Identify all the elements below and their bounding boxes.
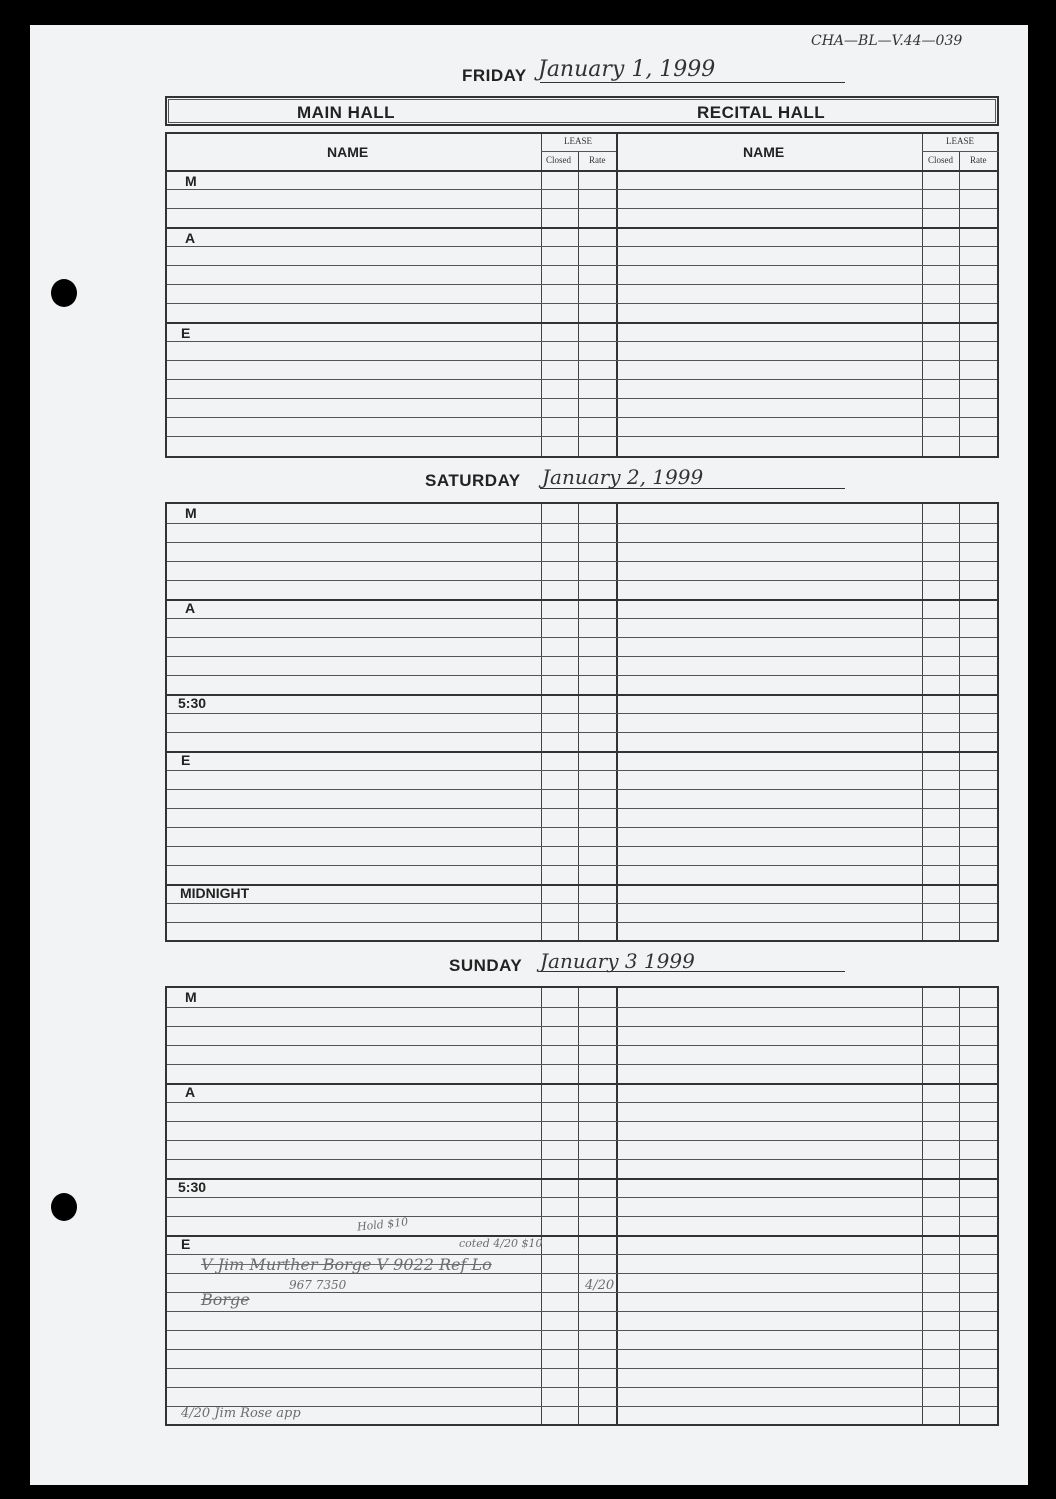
sunday-evening-entry-name: Borge (201, 1290, 250, 1309)
main-hall-name-column: NAME (327, 144, 369, 160)
saturday-afternoon-label: A (185, 600, 196, 616)
sunday-grid (165, 986, 999, 1426)
sunday-hold-note: Hold $10 (356, 1215, 409, 1234)
sunday-day-label: SUNDAY (449, 956, 523, 975)
main-hall-closed-column: Closed (546, 155, 572, 165)
sunday-afternoon-label: A (185, 1084, 196, 1100)
sunday-morning-label: M (185, 989, 197, 1005)
archive-id: CHA—BL—V.44—039 (811, 33, 963, 49)
sunday-evening-date-note: 4/20 (585, 1278, 615, 1293)
friday-grid (165, 132, 999, 458)
recital-hall-lease-column: LEASE (946, 136, 974, 146)
recital-hall-rate-column: Rate (970, 155, 987, 165)
saturday-grid (165, 502, 999, 942)
binder-hole-bottom (51, 1193, 77, 1221)
friday-day-label: FRIDAY (462, 66, 527, 85)
sunday-date: January 3 1999 (540, 949, 695, 973)
sunday-530-label: 5:30 (178, 1179, 207, 1195)
recital-hall-name-column: NAME (743, 144, 785, 160)
saturday-day-label: SATURDAY (425, 471, 521, 490)
friday-afternoon-label: A (185, 230, 196, 246)
recital-hall-heading: RECITAL HALL (697, 103, 826, 122)
saturday-530-label: 5:30 (178, 695, 207, 711)
recital-hall-closed-column: Closed (928, 155, 954, 165)
schedule-page (30, 25, 1028, 1485)
friday-morning-label: M (185, 173, 197, 189)
saturday-date: January 2, 1999 (542, 465, 704, 489)
sunday-coted-note: coted 4/20 $10 (459, 1237, 543, 1250)
friday-date: January 1, 1999 (538, 57, 716, 82)
friday-date-line (540, 82, 845, 83)
hall-header (165, 96, 999, 126)
sunday-evening-entry: V Jim Murther Borge V 9022 Ref Lo (201, 1255, 492, 1274)
saturday-evening-label: E (181, 752, 191, 768)
main-hall-rate-column: Rate (589, 155, 606, 165)
saturday-morning-label: M (185, 505, 197, 521)
sunday-evening-label: E (181, 1236, 191, 1252)
main-hall-heading: MAIN HALL (297, 103, 395, 122)
binder-hole-top (51, 279, 77, 307)
friday-evening-label: E (181, 325, 191, 341)
saturday-midnight-label: MIDNIGHT (180, 885, 250, 901)
sunday-evening-phone: 967 7350 (289, 1278, 347, 1292)
sunday-bottom-note: 4/20 Jim Rose app (181, 1406, 301, 1421)
main-hall-lease-column: LEASE (564, 136, 592, 146)
